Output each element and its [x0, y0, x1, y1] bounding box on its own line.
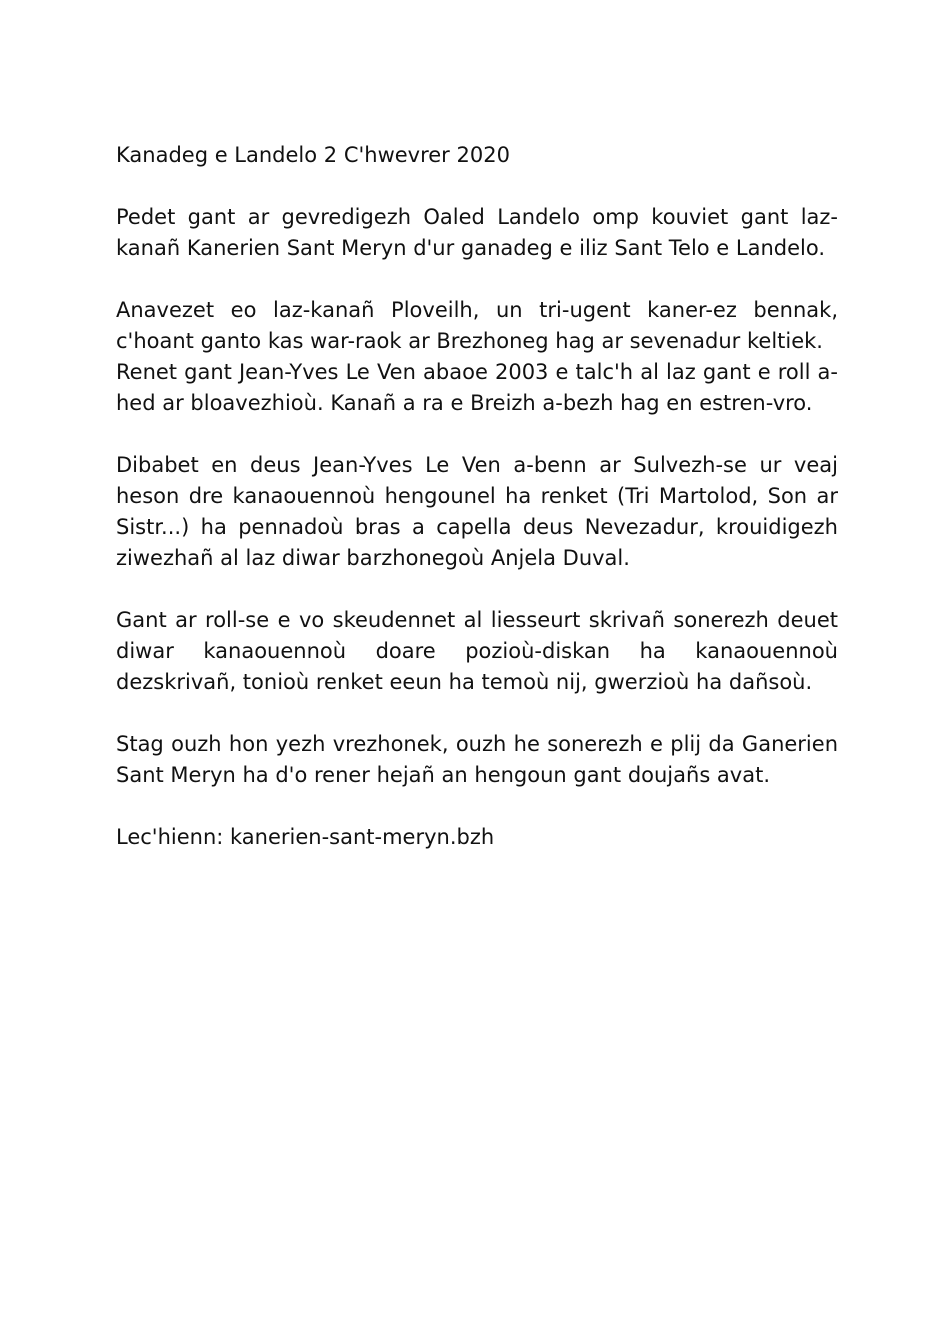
paragraph-invitation: Pedet gant ar gevredigezh Oaled Landelo omp kouviet gant laz-kanañ Kanerien Sant Meryn d'ur ganadeg e iliz Sant Telo e Landelo.: [116, 205, 838, 260]
paragraph-choir-intro: Anavezet eo laz-kanañ Ploveilh, un tri-ugent kaner-ez bennak, c'hoant ganto kas war-raok ar Brezhoneg hag ar sevenadur keltiek.: [116, 298, 838, 353]
document-page: [116, 140, 838, 853]
paragraph-tradition: Stag ouzh hon yezh vrezhonek, ouzh he sonerezh e plij da Ganerien Sant Meryn ha d'o rener hejañ an hengoun gant doujañs avat.: [116, 732, 838, 787]
document-title: Kanadeg e Landelo 2 C'hwevrer 2020: [116, 143, 510, 167]
paragraph-program: Dibabet en deus Jean-Yves Le Ven a-benn ar Sulvezh-se ur veaj heson dre kanaouennoù hengounel ha renket (Tri Martolod, Son ar Sistr...) ha pennadoù bras a capella deus Nevezadur, krouidigezh ziwezhañ al laz diwar barzhonegoù Anjela Duval.: [116, 453, 838, 570]
paragraph-repertoire: Gant ar roll-se e vo skeudennet al liesseurt skrivañ sonerezh deuet diwar kanaouennoù doare pozioù-diskan ha kanaouennoù dezskrivañ, tonioù renket eeun ha temoù nij, gwerzioù ha dañsoù.: [116, 608, 838, 694]
website-line: Lec'hienn: kanerien-sant-meryn.bzh: [116, 825, 495, 849]
paragraph-director: Renet gant Jean-Yves Le Ven abaoe 2003 e talc'h al laz gant e roll a-hed ar bloavezhioù. Kanañ a ra e Breizh a-bezh hag en estren-vro.: [116, 360, 838, 415]
